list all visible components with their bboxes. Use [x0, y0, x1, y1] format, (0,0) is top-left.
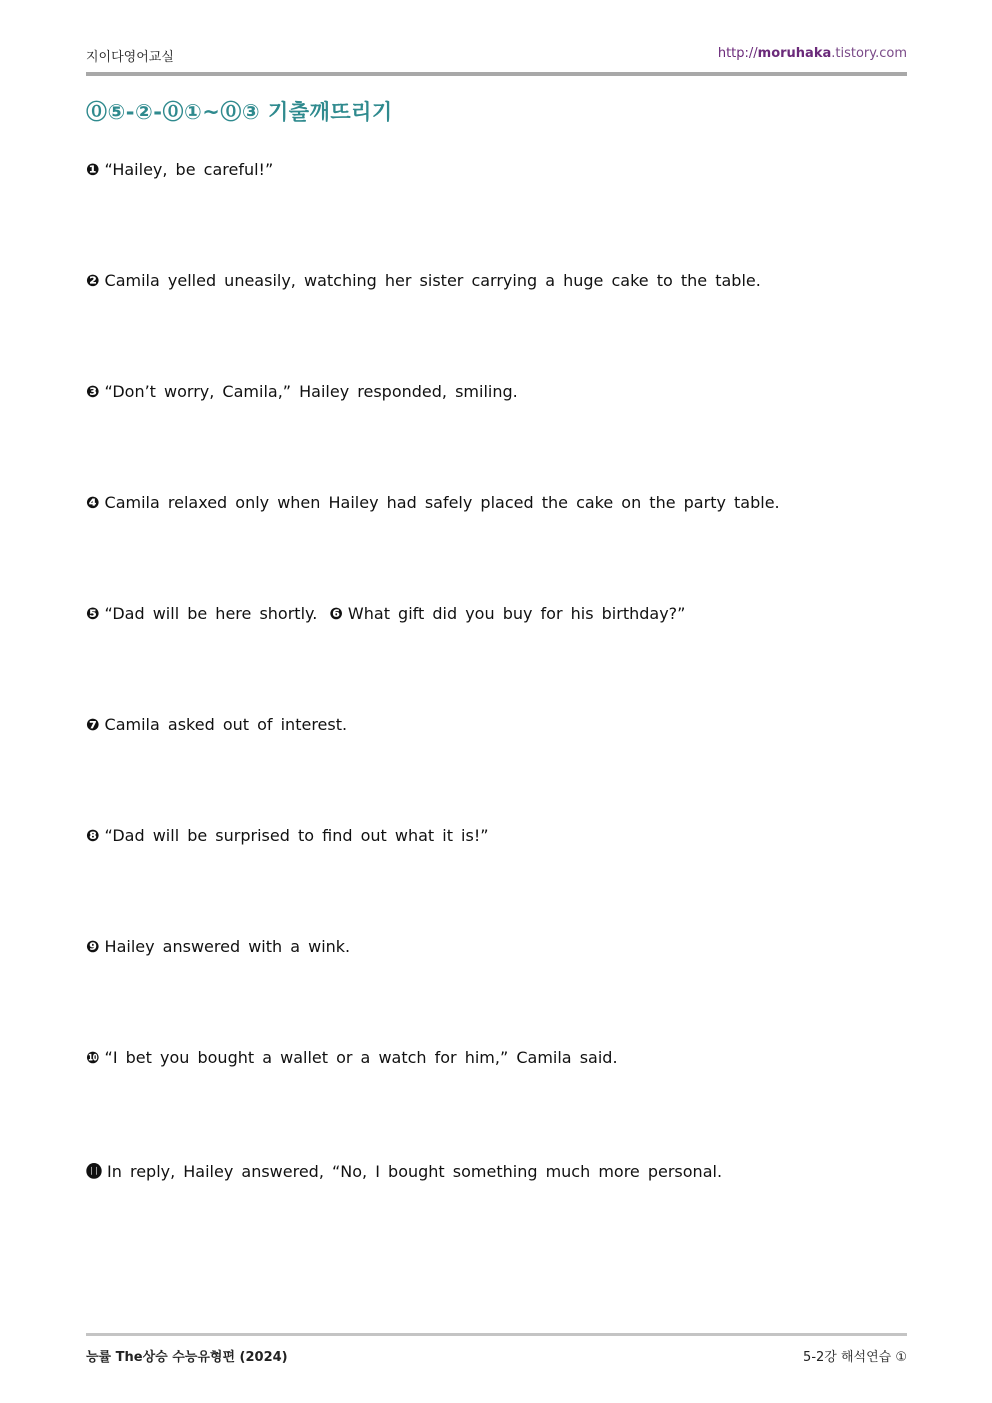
sentence-text: “Dad will be surprised to find out what it is!” — [104, 826, 489, 845]
sentence-text: What gift did you buy for his birthday?” — [347, 604, 686, 623]
sentence-item — [86, 937, 350, 956]
sentence-number: ❾ — [86, 937, 100, 956]
sentence-text: Hailey answered with a wink. — [104, 937, 351, 956]
footer-divider — [86, 1333, 907, 1336]
sentence-text: Camila yelled uneasily, watching her sister carrying a huge cake to the table. — [104, 271, 761, 290]
sentence-number: ❻ — [329, 604, 343, 623]
footer-lesson-label: 5-2강 해석연습 ① — [803, 1350, 907, 1365]
sentence-number: ❺ — [86, 604, 100, 623]
sentence-item — [86, 826, 489, 845]
sentence-item — [86, 1048, 618, 1067]
sentence-text: “Dad will be here shortly. — [104, 604, 318, 623]
site-name: 지이다영어교실 — [86, 50, 174, 65]
url-domain: moruhaka — [757, 46, 832, 61]
sentence-item — [86, 493, 780, 512]
url-suffix: .tistory.com — [831, 46, 907, 61]
sentence-number: ❹ — [86, 493, 100, 512]
sentence-text: In reply, Hailey answered, “No, I bought something much more personal. — [107, 1162, 723, 1181]
sentence-text: “I bet you bought a wallet or a watch for him,” Camila said. — [104, 1048, 618, 1067]
sentence-text: “Don’t worry, Camila,” Hailey responded, smiling. — [104, 382, 518, 401]
sentence-number: ❼ — [86, 715, 100, 734]
sentence-text: Camila relaxed only when Hailey had safely placed the cake on the party table. — [104, 493, 780, 512]
page-header — [86, 44, 907, 66]
sentence-item — [86, 604, 685, 623]
sentence-number: ❷ — [86, 271, 100, 290]
sentence-item — [86, 1159, 722, 1182]
sentence-number: ❿ — [86, 1048, 100, 1067]
sentence-item — [86, 382, 518, 401]
sentence-text: “Hailey, be careful!” — [104, 160, 274, 179]
sentence-number: ⓫ — [86, 1162, 103, 1181]
page-title: ⓪⑤-②-⓪①~⓪③ 기출깨뜨리기 — [86, 100, 393, 124]
sentence-number: ❶ — [86, 160, 100, 179]
sentence-item — [86, 715, 347, 734]
url-prefix: http:// — [717, 46, 758, 61]
sentence-item — [86, 271, 761, 290]
footer-book-title: 능률 The상승 수능유형편 (2024) — [86, 1350, 288, 1365]
header-divider — [86, 72, 907, 76]
sentence-number: ❸ — [86, 382, 100, 401]
sentence-number: ❽ — [86, 826, 100, 845]
site-url-link[interactable] — [718, 46, 907, 61]
sentence-item — [86, 160, 273, 179]
sentence-text: Camila asked out of interest. — [104, 715, 348, 734]
